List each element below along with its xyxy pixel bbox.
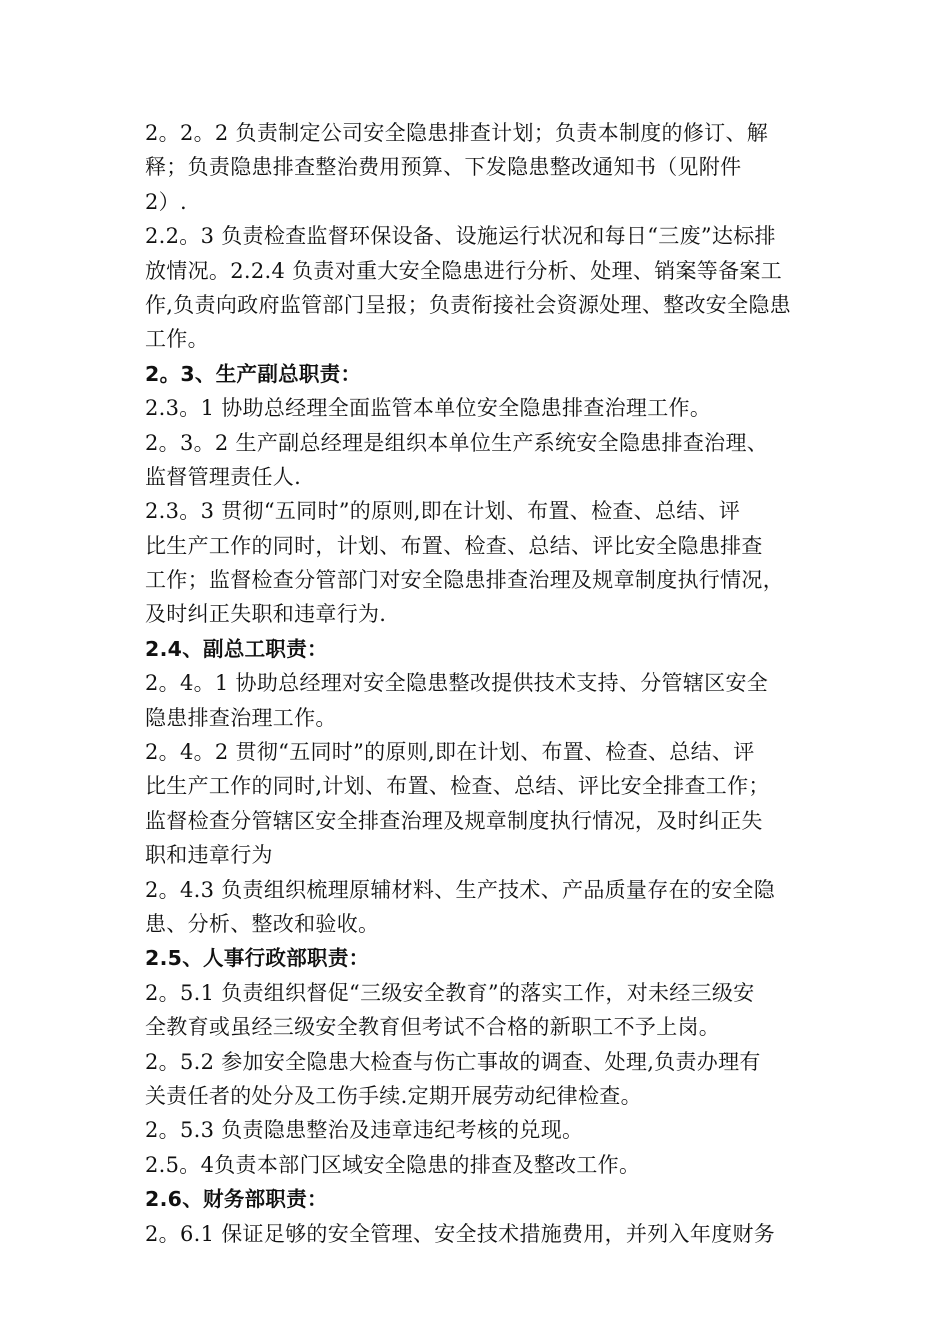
section-heading: 2.5、人事行政部职责： bbox=[145, 946, 370, 971]
text-line: 2。5.3 负责隐患整治及违章违纪考核的兑现。 bbox=[145, 1118, 584, 1143]
text-line: 2。3。2 生产副总经理是组织本单位生产系统安全隐患排查治理、 bbox=[145, 430, 769, 455]
text-line: 职和违章行为 bbox=[145, 843, 273, 868]
text-line: 2。4。1 协助总经理对安全隐患整改提供技术支持、分管辖区安全 bbox=[145, 671, 769, 696]
document-body bbox=[145, 116, 845, 1251]
text-line: 隐患排查治理工作。 bbox=[145, 705, 337, 730]
text-line: 作,负责向政府监管部门呈报；负责衔接社会资源处理、整改安全隐患 bbox=[145, 292, 791, 317]
text-line: 2.3。1 协助总经理全面监管本单位安全隐患排查治理工作。 bbox=[145, 396, 712, 421]
text-line: 工作；监督检查分管部门对安全隐患排查治理及规章制度执行情况， bbox=[145, 568, 784, 593]
text-line: 监督检查分管辖区安全排查治理及规章制度执行情况，及时纠正失 bbox=[145, 808, 763, 833]
text-line: 2。4。2 贯彻“五同时”的原则,即在计划、布置、检查、总结、评 bbox=[145, 740, 755, 765]
text-line: 工作。 bbox=[145, 327, 209, 352]
text-line: 2.3。3 贯彻“五同时”的原则,即在计划、布置、检查、总结、评 bbox=[145, 499, 741, 524]
text-line: 2.2。3 负责检查监督环保设备、设施运行状况和每日“三废”达标排 bbox=[145, 224, 776, 249]
section-heading: 2。3、生产副总职责： bbox=[145, 361, 362, 386]
text-line: 2。4.3 负责组织梳理原辅材料、生产技术、产品质量存在的安全隐 bbox=[145, 877, 776, 902]
text-line: 2。6.1 保证足够的安全管理、安全技术措施费用，并列入年度财务 bbox=[145, 1221, 776, 1246]
text-line: 2.5。4负责本部门区域安全隐患的排查及整改工作。 bbox=[145, 1152, 641, 1177]
text-line: 2。5.1 负责组织督促“三级安全教育”的落实工作，对未经三级安 bbox=[145, 980, 755, 1005]
text-line: 全教育或虽经三级安全教育但考试不合格的新职工不予上岗。 bbox=[145, 1015, 721, 1040]
text-line: 释；负责隐患排查整治费用预算、下发隐患整改通知书（见附件 bbox=[145, 155, 742, 180]
text-line: 关责任者的处分及工伤手续.定期开展劳动纪律检查。 bbox=[145, 1083, 642, 1108]
text-line: 放情况。2.2.4 负责对重大安全隐患进行分析、处理、销案等备案工 bbox=[145, 258, 783, 283]
text-line: 及时纠正失职和违章行为. bbox=[145, 602, 387, 627]
section-heading: 2.4、副总工职责： bbox=[145, 636, 328, 661]
text-line: 2）. bbox=[145, 189, 187, 214]
text-line: 比生产工作的同时，计划、布置、检查、总结、评比安全隐患排查 bbox=[145, 533, 763, 558]
section-heading: 2.6、财务部职责： bbox=[145, 1187, 328, 1212]
text-line: 监督管理责任人. bbox=[145, 464, 302, 489]
text-line: 2。5.2 参加安全隐患大检查与伤亡事故的调查、处理,负责办理有 bbox=[145, 1049, 761, 1074]
text-line: 患、分析、整改和验收。 bbox=[145, 911, 380, 936]
text-line: 2。2。2 负责制定公司安全隐患排查计划；负责本制度的修订、解 bbox=[145, 121, 769, 145]
text-line: 比生产工作的同时,计划、布置、检查、总结、评比安全排查工作； bbox=[145, 774, 770, 799]
